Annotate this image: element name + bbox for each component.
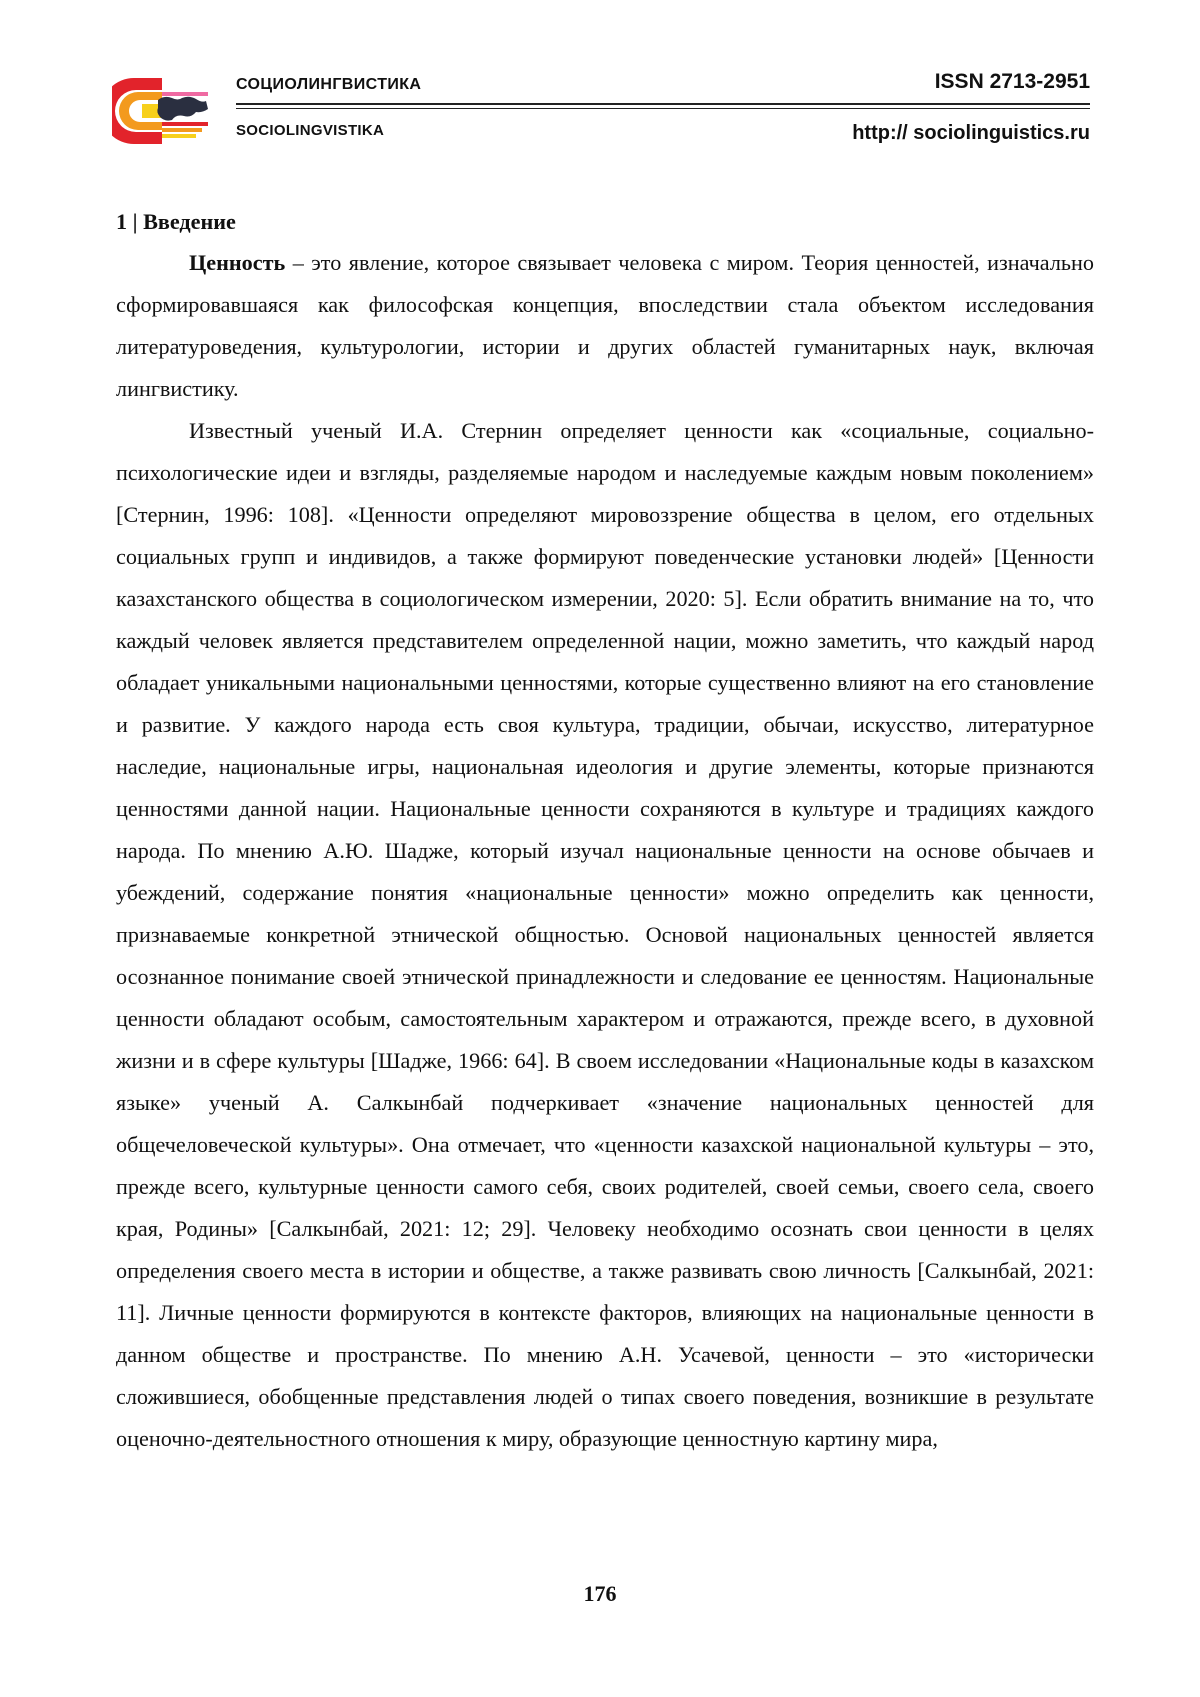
page-number: 176 (583, 1581, 617, 1606)
journal-title-en: SOCIOLINGVISTIKA (236, 122, 385, 139)
header-rule-thin (236, 108, 1090, 109)
article-body (116, 205, 1094, 1460)
logo-world-map (157, 97, 208, 121)
logo-red-stripe (162, 122, 208, 126)
journal-logo-icon (112, 74, 212, 148)
header-rule-thick (236, 103, 1090, 105)
paragraph-1 (116, 242, 1094, 410)
journal-title-ru: СОЦИОЛИНГВИСТИКА (236, 76, 422, 93)
paragraph-2: Известный ученый И.А. Стернин определяет ценности как «социальные, социально-психологические идеи и взгляды, разделяемые народом и наследуемые каждым новым поколением» [Стернин, 1996: 108]. «Ценности определяют мировоззрение общества в целом, его отдельных социальных групп и индивидов, а также формируют поведенческие установки людей» [Ценности казахстанского общества в социологическом измерении, 2020: 5]. Если обратить внимание на то, что каждый человек является представителем определенной нации, можно заметить, что каждый народ обладает уникальными национальными ценностями, которые существенно влияют на его становление и развитие. У каждого народа есть своя культура, традиции, обычаи, искусство, литературное наследие, национальные игры, национальная идеология и другие элементы, которые признаются ценностями данной нации. Национальные ценности сохраняются в культуре и традициях каждого народа. По мнению А.Ю. Шадже, который изучал национальные ценности на основе обычаев и убеждений, содержание понятия «национальные ценности» можно определить как ценности, признаваемые конкретной этнической общностью. Основой национальных ценностей является осознанное понимание своей этнической принадлежности и следование ее ценностям. Национальные ценности обладают особым, самостоятельным характером и отражаются, прежде всего, в духовной жизни и в сфере культуры [Шадже, 1966: 64]. В своем исследовании «Национальные коды в казахском языке» ученый А. Салкынбай подчеркивает «значение национальных ценностей для общечеловеческой культуры». Она отмечает, что «ценности казахской национальной культуры – это, прежде всего, культурные ценности самого себя, своих родителей, своей семьи, своего села, своего края, Родины» [Салкынбай, 2021: 12; 29]. Человеку необходимо осознать свои ценности в целях определения своего места в истории и обществе, а также развивать свою личность [Салкынбай, 2021: 11]. Личные ценности формируются в контексте факторов, влияющих на национальные ценности в данном обществе и пространстве. По мнению А.Н. Усачевой, ценности – это «исторически сложившиеся, обобщенные представления людей о типах своего поведения, возникшие в результате оценочно-деятельностного отношения к миру, образующие ценностную картину мира, (116, 418, 1094, 1451)
issn-label: ISSN 2713-2951 (934, 70, 1090, 93)
journal-url-link[interactable]: http:// sociolinguistics.ru (852, 122, 1090, 144)
logo-orange-stripe (162, 128, 202, 132)
logo-pink-stripe-top (162, 92, 208, 96)
section-heading: 1 | Введение (116, 209, 236, 234)
defined-term: Ценность (189, 250, 286, 275)
logo-yellow-stripe (162, 134, 196, 138)
paragraph-1-text: – это явление, которое связывает человека с миром. Теория ценностей, изначально сформировавшаяся как философская концепция, впоследствии стала объектом исследования литературоведения, культурологии, истории и других областей гуманитарных наук, включая лингвистику. (116, 250, 1094, 401)
